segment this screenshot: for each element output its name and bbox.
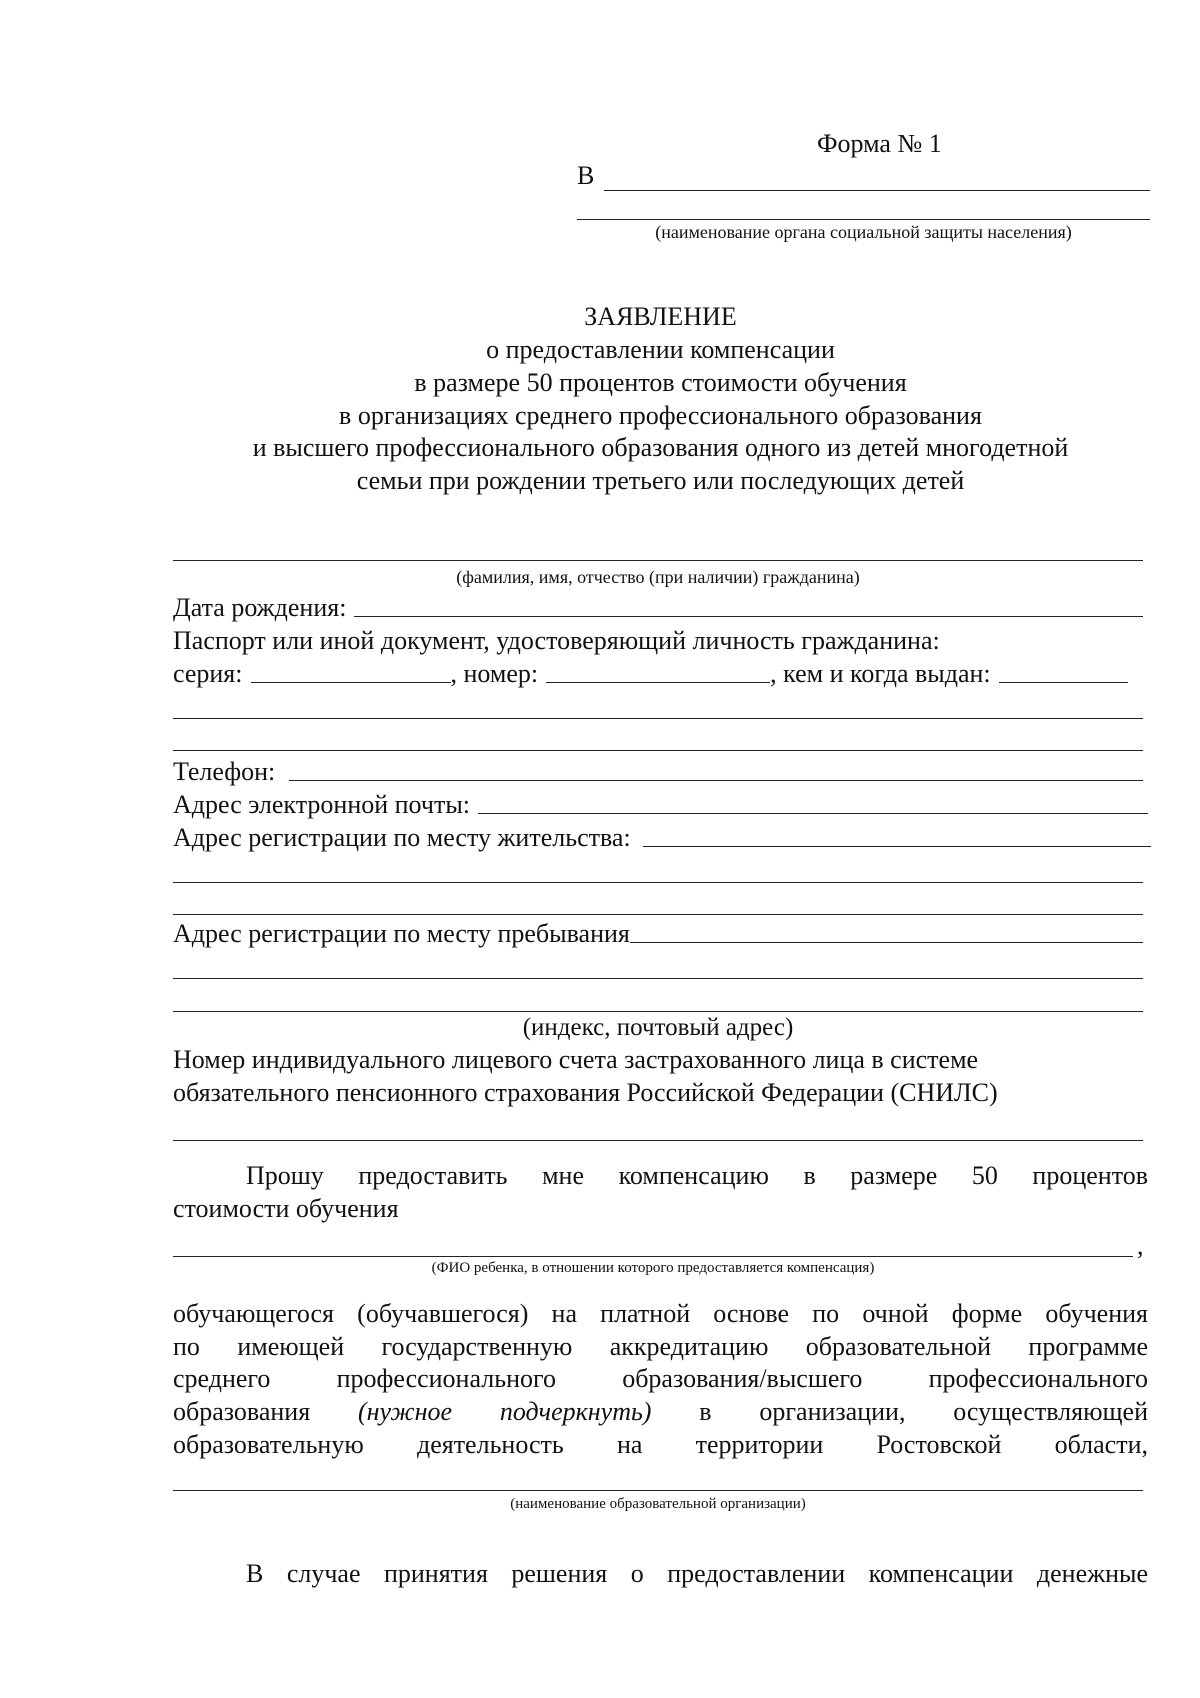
stay-label: Адрес регистрации по месту пребывания <box>173 919 630 948</box>
stay-line-2[interactable] <box>173 978 1143 979</box>
address-caption: (индекс, почтовый адрес) <box>522 1014 794 1041</box>
form-number: Форма № 1 <box>817 129 942 158</box>
residence-line-2[interactable] <box>173 882 1143 883</box>
body-line-3: среднего профессионального образования/высшего профессионального <box>173 1364 1148 1393</box>
child-name-caption: (ФИО ребенка, в отношении которого предоставляется компенсация) <box>431 1260 875 1276</box>
body-line-2: по имеющей государственную аккредитацию образовательной программе <box>173 1332 1148 1361</box>
birth-date-row <box>173 592 1143 624</box>
body-line-4-end: в организации, осуществляющей <box>699 1397 1148 1426</box>
passport-label: Паспорт или иной документ, удостоверяющий личность гражданина: <box>173 626 940 655</box>
birth-date-label: Дата рождения: <box>173 593 347 622</box>
title-line-1: о предоставлении компенсации <box>486 335 835 364</box>
series-label: серия: <box>173 659 243 688</box>
title-line-4: и высшего профессионального образования одного из детей многодетной <box>252 433 1069 462</box>
issued-label: , кем и когда выдан: <box>770 659 991 688</box>
issued-field[interactable] <box>999 682 1128 683</box>
passport-details-row <box>173 658 1128 690</box>
applicant-name-line[interactable] <box>173 560 1143 561</box>
stay-field[interactable] <box>630 942 1143 943</box>
snils-field[interactable] <box>173 1140 1143 1141</box>
body-line-5: образовательную деятельность на территории Ростовской области, <box>173 1430 1148 1459</box>
org-name-caption: (наименование образовательной организации) <box>510 1496 806 1512</box>
phone-field[interactable] <box>289 780 1143 781</box>
issued-line-2[interactable] <box>173 718 1143 719</box>
number-field[interactable] <box>546 682 770 683</box>
final-line: В случае принятия решения о предоставлении компенсации денежные <box>246 1559 1148 1588</box>
stay-row <box>173 918 1143 950</box>
authority-caption: (наименование органа социальной защиты населения) <box>655 222 1072 242</box>
underline-hint: (нужное подчеркнуть) <box>357 1397 652 1426</box>
title-line-5: семьи при рождении третьего или последующих детей <box>356 466 965 495</box>
residence-row <box>173 822 1151 854</box>
request-line-1: Прошу предоставить мне компенсацию в размере 50 процентов <box>246 1161 1148 1190</box>
issued-line-3[interactable] <box>173 750 1143 751</box>
title-line-2: в размере 50 процентов стоимости обучения <box>414 368 907 397</box>
snils-label-line-2: обязательного пенсионного страхования Российской Федерации (СНИЛС) <box>173 1078 998 1107</box>
residence-label: Адрес регистрации по месту жительства: <box>173 823 631 852</box>
authority-line-1[interactable] <box>604 190 1150 191</box>
phone-label: Телефон: <box>173 757 276 786</box>
email-row <box>173 789 1148 821</box>
document-heading: ЗАЯВЛЕНИЕ <box>584 302 737 331</box>
phone-row <box>173 756 1143 788</box>
birth-date-field[interactable] <box>354 616 1143 617</box>
to-prefix: В <box>577 161 595 190</box>
body-line-4-start: образования <box>173 1397 311 1426</box>
org-name-field[interactable] <box>173 1490 1143 1491</box>
residence-line-3[interactable] <box>173 914 1143 915</box>
series-field[interactable] <box>251 682 451 683</box>
applicant-name-caption: (фамилия, имя, отчество (при наличии) гражданина) <box>456 567 860 587</box>
residence-field[interactable] <box>643 846 1151 847</box>
snils-label-line-1: Номер индивидуального лицевого счета застрахованного лица в системе <box>173 1045 979 1074</box>
email-field[interactable] <box>478 813 1148 814</box>
request-line-2: стоимости обучения <box>173 1194 399 1223</box>
email-label: Адрес электронной почты: <box>173 790 471 819</box>
number-label: , номер: <box>450 659 539 688</box>
child-name-comma: , <box>1137 1231 1144 1260</box>
title-line-3: в организациях среднего профессионального образования <box>339 401 982 430</box>
child-name-field[interactable] <box>173 1256 1133 1257</box>
authority-line-2[interactable] <box>577 219 1150 220</box>
body-line-1: обучающегося (обучавшегося) на платной основе по очной форме обучения <box>173 1299 1148 1328</box>
body-line-4 <box>173 1396 1148 1429</box>
